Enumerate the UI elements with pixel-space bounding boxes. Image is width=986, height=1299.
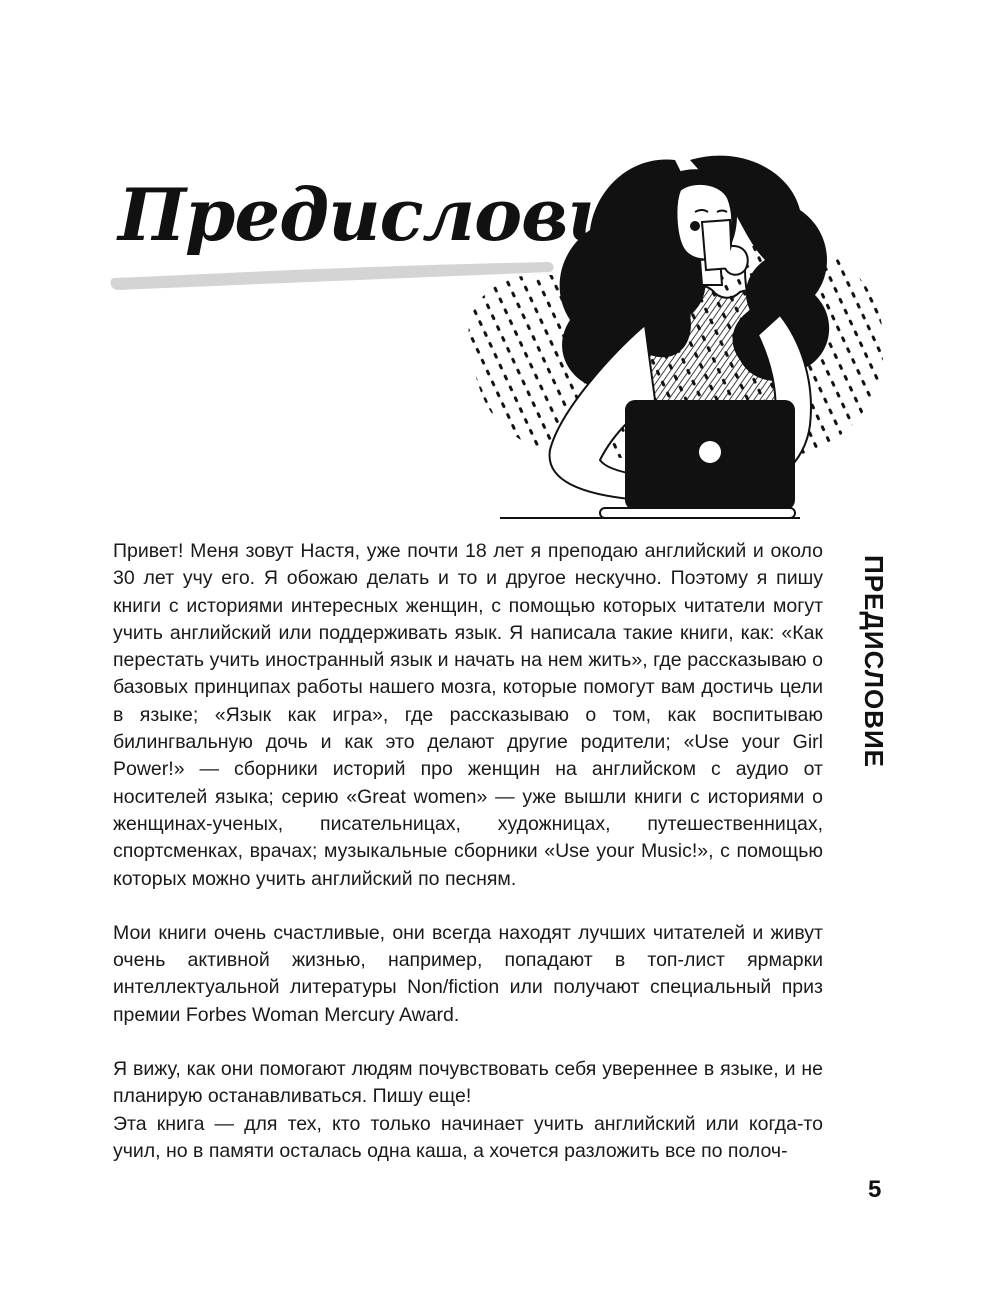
paragraph: Привет! Меня зовут Настя, уже почти 18 лет я преподаю английский и около 30 лет учу его. Я обожаю делать и то и другое нескучно. Поэтому я пишу книги с историями интересных женщин, с помощью которых читатели могут учить английский или поддерживать язык. Я написала такие книги, как: «Как перестать учить иностранный язык и начать на нем жить», где рассказываю о базовых принципах работы нашего мозга, которые помогут вам достичь цели в языке; «Язык как игра», где рассказываю о том, как воспитываю билингвальную дочь и как это делают другие родители; «Use your Girl Power!» — сборники историй про женщин на английском с аудио от носителей языка; серию «Great women» — уже вышли книги с историями о женщинах-ученых, писательницах, художницах, путешественницах, спортсменках, врачах; музыкальные сборники «Use your Music!», с помощью которых можно учить английский по песням. [113,540,823,890]
title-block [108,160,664,300]
body-text [113,538,823,1165]
paragraph: Эта книга — для тех, кто только начинает учить английский или когда-то учил, но в памяти осталась одна каша, а хочется разложить все по полоч- [113,1112,823,1162]
paragraph: Мои книги очень счастливые, они всегда находят лучших читателей и живут очень активной жизнью, например, попадают в топ-лист ярмарки интеллектуальной литературы Non/fiction или получают специальный приз премии Forbes Woman Mercury Award. [113,921,823,1026]
paragraph: Я вижу, как они помогают людям почувствовать себя увереннее в языке, и не планирую останавливаться. Пишу еще! [113,1058,823,1108]
page-number: 5 [868,1176,882,1203]
chapter-side-label: ПРЕДИСЛОВИЕ [859,555,889,768]
page-title: Предисловие [118,172,664,257]
